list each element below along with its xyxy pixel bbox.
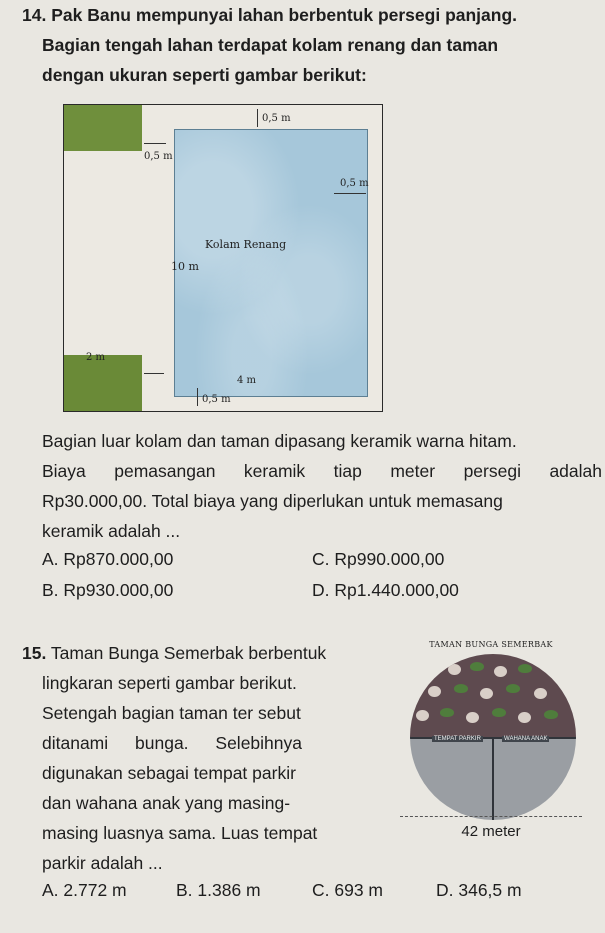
garden-title: TAMAN BUNGA SEMERBAK [429, 640, 553, 649]
garden-top [64, 105, 142, 151]
dim-garden: 2 m [86, 352, 106, 363]
leaf-icon [470, 662, 484, 671]
flower-icon [518, 712, 531, 723]
q14-text-1: Pak Banu mempunyai lahan berbentuk persegi panjang. [51, 5, 518, 25]
q14-option-a[interactable]: A. Rp870.000,00 [42, 549, 174, 569]
q15-text-8: parkir adalah ... [42, 853, 163, 873]
q15-text-4: ditanami bunga. Selebihnya [42, 733, 302, 753]
q15-text-7: masing luasnya sama. Luas tempat [42, 823, 318, 843]
pool-label: Kolam Renang [205, 238, 287, 251]
sign-parking: TEMPAT PARKIR [434, 736, 481, 742]
land-diagram [63, 104, 383, 412]
leaf-icon [518, 664, 532, 673]
q15-text-6: dan wahana anak yang masing- [42, 793, 291, 813]
q14-text-6: Rp30.000,00. Total biaya yang diperlukan untuk memasang [42, 491, 503, 511]
garden-bottom [64, 355, 142, 411]
tick-garden [144, 373, 164, 374]
tick-right [334, 193, 366, 194]
sign-playground: WAHANA ANAK [504, 736, 548, 742]
q14-text-2: Bagian tengah lahan terdapat kolam renang dan taman [42, 35, 499, 55]
flower-area [410, 654, 576, 737]
flower-icon [428, 686, 441, 697]
q15-number: 15. [22, 643, 47, 663]
q14-text-3: dengan ukuran seperti gambar berikut: [42, 65, 367, 85]
leaf-icon [440, 708, 454, 717]
q15-option-d[interactable]: D. 346,5 m [436, 880, 522, 900]
q15-text-3: Setengah bagian taman ter sebut [42, 703, 301, 723]
diameter-label: 42 meter [461, 823, 521, 840]
dim-bottom: 0,5 m [202, 394, 231, 405]
diameter-marker [400, 816, 582, 817]
q15-option-c[interactable]: C. 693 m [312, 880, 383, 900]
q14-option-d[interactable]: D. Rp1.440.000,00 [312, 580, 459, 600]
q15-text-5: digunakan sebagai tempat parkir [42, 763, 296, 783]
dim-width: 4 m [237, 375, 257, 386]
flower-icon [534, 688, 547, 699]
divider-line [492, 737, 494, 820]
garden-diagram [400, 640, 582, 860]
dim-height: 10 m [171, 260, 199, 273]
flower-icon [480, 688, 493, 699]
q14-option-b[interactable]: B. Rp930.000,00 [42, 580, 174, 600]
leaf-icon [506, 684, 520, 693]
q14-text-7: keramik adalah ... [42, 521, 181, 541]
leaf-icon [492, 708, 506, 717]
flower-icon [494, 666, 507, 677]
q14-option-c[interactable]: C. Rp990.000,00 [312, 549, 445, 569]
q14-text-4: Bagian luar kolam dan taman dipasang keramik warna hitam. [42, 431, 517, 451]
q14-number: 14. [22, 5, 47, 25]
dim-top: 0,5 m [262, 113, 291, 124]
area-signs [410, 736, 576, 746]
q15-option-b[interactable]: B. 1.386 m [176, 880, 261, 900]
q15-text-1: Taman Bunga Semerbak berbentuk [50, 643, 327, 663]
tick-bottom [197, 388, 198, 406]
q15-option-a[interactable]: A. 2.772 m [42, 880, 127, 900]
leaf-icon [544, 710, 558, 719]
parking-and-playground-area [410, 737, 576, 820]
q15-text-2: lingkaran seperti gambar berikut. [42, 673, 297, 693]
q14-text-5: Biaya pemasangan keramik tiap meter persegi adalah [42, 461, 602, 481]
swimming-pool [171, 129, 368, 397]
tick-left [144, 143, 166, 144]
q15-line-1 [22, 638, 326, 668]
flower-icon [416, 710, 429, 721]
flower-icon [448, 664, 461, 675]
leaf-icon [454, 684, 468, 693]
tick-top [257, 109, 258, 127]
flower-icon [466, 712, 479, 723]
q14-line1 [22, 0, 602, 30]
dim-left-top: 0,5 m [144, 151, 173, 162]
dim-right: 0,5 m [340, 178, 369, 189]
